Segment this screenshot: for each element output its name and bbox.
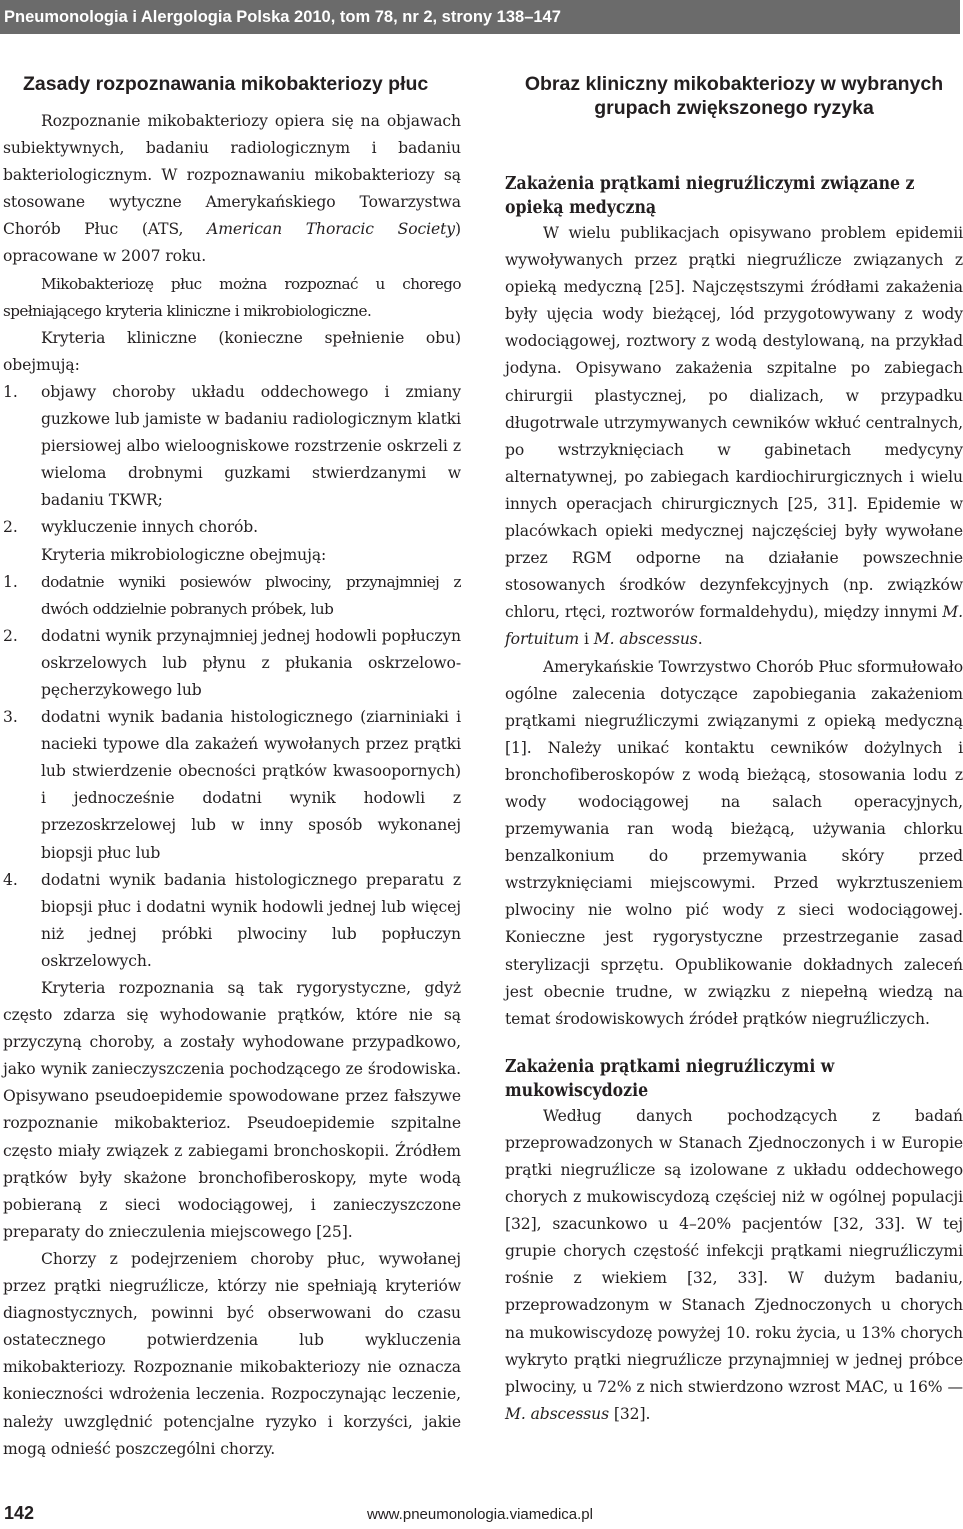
journal-header	[0, 0, 960, 34]
section-title-clinical-picture: Obraz kliniczny mikobakteriozy w wybranych grupach zwiększonego ryzyka	[524, 73, 944, 119]
subsection-title-cf: Zakażenia prątkami niegruźliczymi w mukowiscydozie	[505, 1056, 835, 1101]
paragraph-clinical-criteria: Kryteria kliniczne (konieczne spełnienie obu) obejmują:	[3, 328, 461, 374]
micro-criteria-list	[3, 569, 461, 975]
italic-fortuitum: M. fortuitum	[505, 603, 963, 649]
right-column	[505, 72, 963, 1428]
paragraph-cf: Według danych pochodzących z badań przeprowadzonych w Stanach Zjednoczonych i w Europie prątki niegruźlicze są izolowane z układu oddechowego chorych z mukowiscydozą częściej niż w ogólnej populacji [32], szacunkowo u 4–20% pacjentów [32, 33]. W tej grupie chorych częstość infekcji prątkami niegruźliczymi rośnie z wiekiem [32, 33]. W dużym badaniu, przeprowadzonym w Stanach Zjednoczonych u chorych na mukowiscydozę powyżej 10. roku życia, u 13% chorych wykryto prątki niegruźlicze przynajmniej w jednej próbce plwociny, u 72% z nich stwierdzono wzrost MAC, u 16% — M. abscessus [32].	[505, 1106, 963, 1423]
italic-abscessus: M. abscessus	[593, 630, 698, 649]
italic-ats: American Thoracic Society	[207, 220, 456, 239]
left-column	[3, 72, 461, 1463]
paragraph-recommendations: Amerykańskie Towrzystwo Chorób Płuc sformułowało ogólne zalecenia dotyczące zapobiegania zakażeniom prątkami niegruźliczymi związanymi z opieką medyczną [1]. Należy unikać kontaktu cewników dożylnych i bronchofiberoskopów z wodą bieżącą, stosowania lodu z wody wodociągowej na salach operacyjnych, przemywania ran wodą bieżącą, używania chlorku benzalkonium do przemywania skóry przed wstrzyknięciami miejscowymi. Przed wykrztuszeniem plwociny nie wolno pić wody z sieci wodociągowej. Konieczne jest rygorystyczne przestrzeganie zasad sterylizacji sprzętu. Opublikowanie dokładnych zaleceń jest obecnie trudne, w związku z niepełną wiedzą na temat środowiskowych źródeł prątków niegruźliczych.	[505, 657, 963, 1028]
clinical-criteria-list	[3, 379, 461, 542]
section-title-diagnosis: Zasady rozpoznawania mikobakteriozy płuc	[23, 73, 429, 95]
subsection-title-healthcare: Zakażenia prątkami niegruźliczymi związane z opieką medyczną	[505, 174, 915, 218]
list-item: 1. dodatnie wyniki posiewów plwociny, przynajmniej z dwóch oddzielnie pobranych próbek, lub	[3, 572, 461, 618]
paragraph-intro: Rozpoznanie mikobakteriozy opiera się na objawach subiektywnych, badaniu radiologicznym i badaniu bakteriologicznym. W rozpoznawaniu mikobakteriozy są stosowane wytyczne Amerykańskiego Towarzystwa Chorób Płuc (ATS, American Thoracic Society) opracowane w 2007 roku.	[3, 112, 461, 266]
paragraph-rigor: Kryteria rozpoznania są tak rygorystyczne, gdyż często zdarza się wyhodowanie prątków, które nie są przyczyną choroby, a zostały wyhodowane przypadkowo, jako wynik zanieczyszczenia pochodzącego ze środowiska. Opisywano pseudoepidemie spowodowane przez fałszywe rozpoznanie mikobakterioz. Pseudoepidemie szpitalne często miały związek z zabiegami bronchoskopii. Źródłem prątków były skażone bronchofiberoskopy, myte wodą pobieraną z sieci wodociągowej, i zanieczyszczone preparaty do znieczulenia miejscowego [25].	[3, 979, 461, 1241]
list-item: 1. objawy choroby układu oddechowego i zmiany guzkowe lub jamiste w badaniu radiologicznym klatki piersiowej albo wieloogniskowe rozstrzenie oskrzeli z wieloma drobnymi guzkami stwierdzanymi w badaniu TKWR;	[3, 382, 461, 510]
paragraph-healthcare: W wielu publikacjach opisywano problem epidemii wywoływanych przez prątki niegruźlicze związanych z opieką medyczną [25]. Najczęstszymi źródłami zakażenia były ujęcia wody bieżącej, lód przygotowywany z wody wodociągowej, roztwory z wodą destylowaną, na przykład jodyna. Opisywano zakażenia szpitalne po zabiegach chirurgii plastycznej, po dializach, w przypadku długotrwale utrzymywanych cewników wkłuć centralnych, po wstrzyknięciach w gabinetach medycyny alternatywnej, po zabiegach kardiochirurgicznych i wielu innych operacjach chirurgicznych [25, 31]. Epidemie w placówkach opieki medycznej najczęściej były wywołane przez RGM odporne na działanie powszechnie stosowanych środków dezynfekcyjnych (np. związków chloru, rtęci, roztworów formaldehydu), między innymi M. fortuitum i M. abscessus.	[505, 224, 963, 649]
journal-citation: Pneumonologia i Alergologia Polska 2010, tom 78, nr 2, strony 138–147	[4, 8, 561, 26]
paragraph-criteria-intro: Mikobakteriozę płuc można rozpoznać u chorego spełniającego kryteria kliniczne i mikrobiologiczne.	[3, 274, 461, 320]
page-number: 142	[4, 1503, 35, 1523]
list-item: 2. dodatni wynik przynajmniej jednej hodowli popłuczyn oskrzelowych lub płynu z płukania oskrzelowo-pęcherzykowego lub	[3, 626, 461, 699]
paragraph-micro-criteria: Kryteria mikrobiologiczne obejmują:	[41, 545, 327, 564]
list-item: 2. wykluczenie innych chorób.	[3, 518, 258, 537]
journal-url: www.pneumonologia.viamedica.pl	[367, 1506, 593, 1523]
italic-abscessus-2: M. abscessus	[505, 1404, 609, 1423]
paragraph-observation: Chorzy z podejrzeniem choroby płuc, wywołanej przez prątki niegruźlicze, którzy nie spełniają kryteriów diagnostycznych, powinni być obserwowani do czasu ostatecznego potwierdzenia lub wykluczenia mikobakteriozy. Rozpoznanie mikobakteriozy nie oznacza konieczności wdrożenia leczenia. Rozpoczynając leczenie, należy uwzględnić potencjalne ryzyko i korzyści, jakie mogą odnieść poszczególni chorzy.	[3, 1249, 461, 1458]
list-item: 3. dodatni wynik badania histologicznego (ziarniniaki i nacieki typowe dla zakażeń wywołanych przez prątki lub stwierdzenie obecności prątków kwasoopornych) i jednocześnie dodatni wynik hodowli z przezoskrzelowej lub w inny sposób wykonanej biopsji płuc lub	[3, 708, 461, 862]
list-item: 4. dodatni wynik badania histologicznego preparatu z biopsji płuc i dodatni wynik hodowli jednej lub więcej niż jednej próbki plwociny lub popłuczyn oskrzelowych.	[3, 870, 461, 970]
